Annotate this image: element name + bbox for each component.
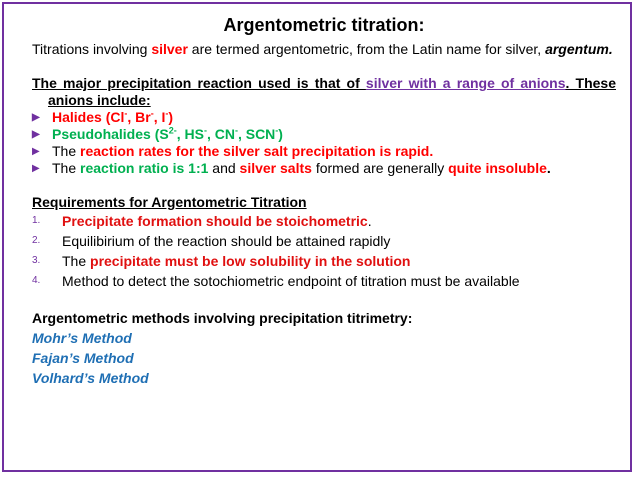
requirement-item-3: 3. The precipitate must be low solubility in the solution [32,253,411,269]
major-text-c: . These anions include: [48,75,617,108]
bullet-rates: ▶ The reaction rates for the silver salt precipitation is rapid. [32,143,434,159]
requirements-heading: Requirements for Argentometric Titration [32,194,307,210]
method-mohr: Mohr’s Method [32,330,132,346]
intro-paragraph [32,41,616,58]
requirement-item-1: 1. Precipitate formation should be stoichometric. [32,213,372,229]
bullet-halides: ▶ Halides (Cl-, Br-, I-) [32,108,174,125]
methods-heading: Argentometric methods involving precipitation titrimetry: [32,310,413,326]
intro-text-b: are termed argentometric, from the Latin name for silver, [187,41,546,57]
intro-argentum: argentum. [545,41,613,57]
method-volhard: Volhard’s Method [32,370,149,386]
arrowhead-bullet-icon: ▶ [32,163,40,174]
intro-text-a: Titrations involving [32,41,152,57]
arrowhead-bullet-icon: ▶ [32,146,40,157]
bullet-ratio: ▶ The reaction ratio is 1:1 and silver salts formed are generally quite insoluble. [32,160,551,176]
method-fajan: Fajan’s Method [32,350,134,366]
arrowhead-bullet-icon: ▶ [32,112,40,123]
requirement-item-2: 2. Equilibirium of the reaction should be attained rapidly [32,233,391,249]
slide-content [32,14,616,388]
arrowhead-bullet-icon: ▶ [32,129,40,140]
intro-silver: silver [151,41,188,57]
bullet-pseudohalides: ▶ Pseudohalides ($S^{2-}$, HS-, CN-, SCN-) [32,125,283,142]
major-paragraph [32,75,616,109]
major-highlight: silver with a range of anions [365,75,566,91]
slide-title: Argentometric titration: [223,15,425,35]
major-text-a: The major precipitation reaction used is that of [32,75,366,91]
requirement-item-4: 4. Method to detect the sotochiometric endpoint of titration must be available [32,273,520,289]
